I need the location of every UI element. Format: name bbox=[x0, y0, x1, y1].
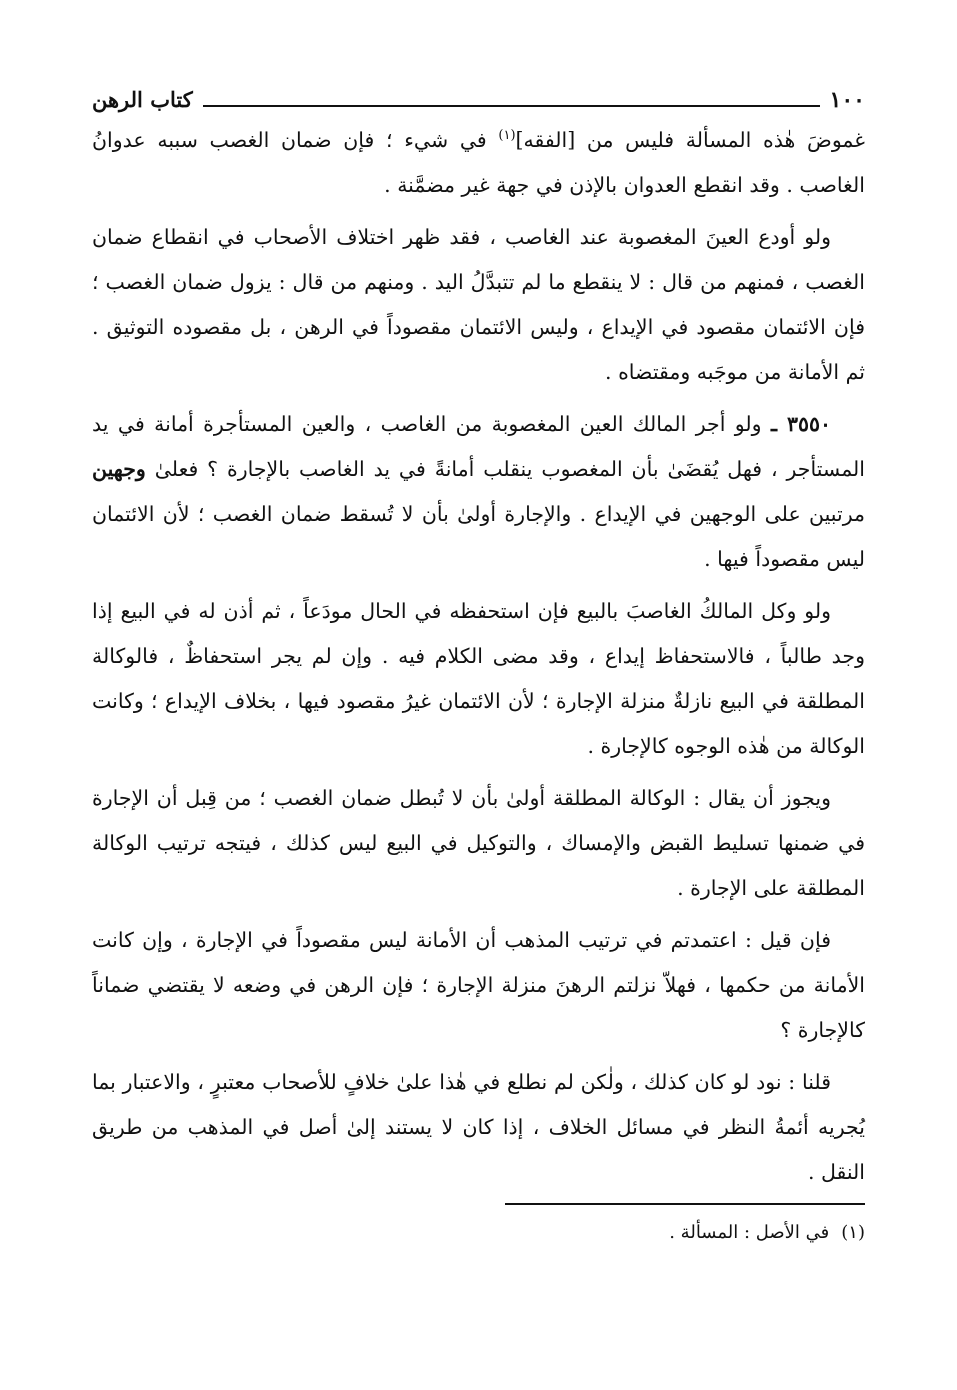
paragraph-text: ولو أودع العينَ المغصوبة عند الغاصب ، فقد ظهر اختلاف الأصحاب في انقطاع ضمان الغصب ، فمنهم من قال : لا ينقطع ما لم تتبدَّلُ اليد . ومنهم من قال : يزول ضمان الغصب ؛ فإن الائتمان مقصود في الإيداع ، وليس الائتمان مقصوداً في الرهن ، بل مقصوده التوثيق . ثم الأمانة من موجَبه ومقتضاه . bbox=[92, 225, 865, 384]
paragraph-5 bbox=[92, 776, 865, 911]
paragraph-text: قلنا : نود لو كان كذلك ، ولٰكن لم نطلع في هٰذا علىٰ خلافٍ للأصحاب معتبرٍ ، والاعتبار بما يُجريه أئمةُ النظر في مسائل الخلاف ، إذا كان لا يستند إلىٰ أصل في المذهب من طريق النقل . bbox=[92, 1070, 865, 1184]
paragraph-text: ولو أجر المالك العين المغصوبة من الغاصب ، والعين المستأجرة أمانة في يد المستأجر ، فهل يُقضَىٰ بأن المغصوب ينقلب أمانةً في يد الغاصب بالإجارة ؟ فعلىٰ bbox=[92, 412, 865, 481]
header-rule bbox=[203, 105, 820, 107]
document-page bbox=[92, 82, 865, 1249]
paragraph-6 bbox=[92, 918, 865, 1053]
paragraph-bold-run: وجهين bbox=[92, 457, 146, 481]
paragraph-text-continued: مرتبين على الوجهين في الإيداع . والإجارة أولىٰ بأن لا تُسقط ضمان الغصب ؛ لأن الائتمان ليس مقصوداً فيها . bbox=[92, 502, 865, 571]
paragraph-text: ويجوز أن يقال : الوكالة المطلقة أولىٰ بأن لا تُبطل ضمان الغصب ؛ من قِبل أن الإجارة في ضمنها تسليط القبض والإمساك ، والتوكيل في البيع ليس كذلك ، فيتجه ترتيب الوكالة المطلقة على الإجارة . bbox=[92, 786, 865, 900]
body-text bbox=[92, 118, 865, 1195]
running-title: كتاب الرهن bbox=[92, 87, 193, 112]
footnote-text: في الأصل : المسألة . bbox=[669, 1222, 830, 1243]
paragraph-text: غموضَ هٰذه المسألة فليس من [الفقه] bbox=[515, 128, 865, 152]
footnote-marker: (١) bbox=[841, 1222, 865, 1243]
paragraph-7 bbox=[92, 1060, 865, 1195]
paragraph-2 bbox=[92, 215, 865, 395]
paragraph-3 bbox=[92, 402, 865, 582]
paragraph-text-continued: في شيء ؛ فإن ضمان الغصب سببه عدوانُ الغاصب . وقد انقطع العدوان بالإذن في جهة غير مضمَّنة . bbox=[92, 128, 865, 197]
paragraph-text: فإن قيل : اعتمدتم في ترتيب المذهب أن الأمانة ليس مقصوداً في الإجارة ، وإن كانت الأمانة من حكمها ، فهلاّ نزلتم الرهنَ منزلة الإجارة ؛ فإن الرهن في وضعه لا يقتضي ضماناً كالإجارة ؟ bbox=[92, 928, 865, 1042]
issue-number: ٣٥٥٠ ـ bbox=[770, 412, 831, 436]
footnote-rule bbox=[505, 1203, 865, 1205]
footnote-reference: (١) bbox=[498, 128, 516, 144]
footnote bbox=[92, 1217, 865, 1249]
running-header bbox=[92, 82, 865, 114]
page-number: ١٠٠ bbox=[829, 87, 865, 113]
paragraph-1 bbox=[92, 118, 865, 208]
paragraph-4 bbox=[92, 589, 865, 769]
paragraph-text: ولو وكل المالكُ الغاصبَ بالبيع فإن استحفظه في الحال مودَعاً ، ثم أذن له في البيع إذا وجد طالباً ، فالاستحفاظ إيداع ، وقد مضى الكلام فيه . وإن لم يجر استحفاظٌ ، فالوكالة المطلقة في البيع نازلةٌ منزلة الإجارة ؛ لأن الائتمان غيرُ مقصود فيها ، بخلاف الإيداع ؛ وكانت الوكالة من هٰذه الوجوه كالإجارة . bbox=[92, 599, 865, 758]
